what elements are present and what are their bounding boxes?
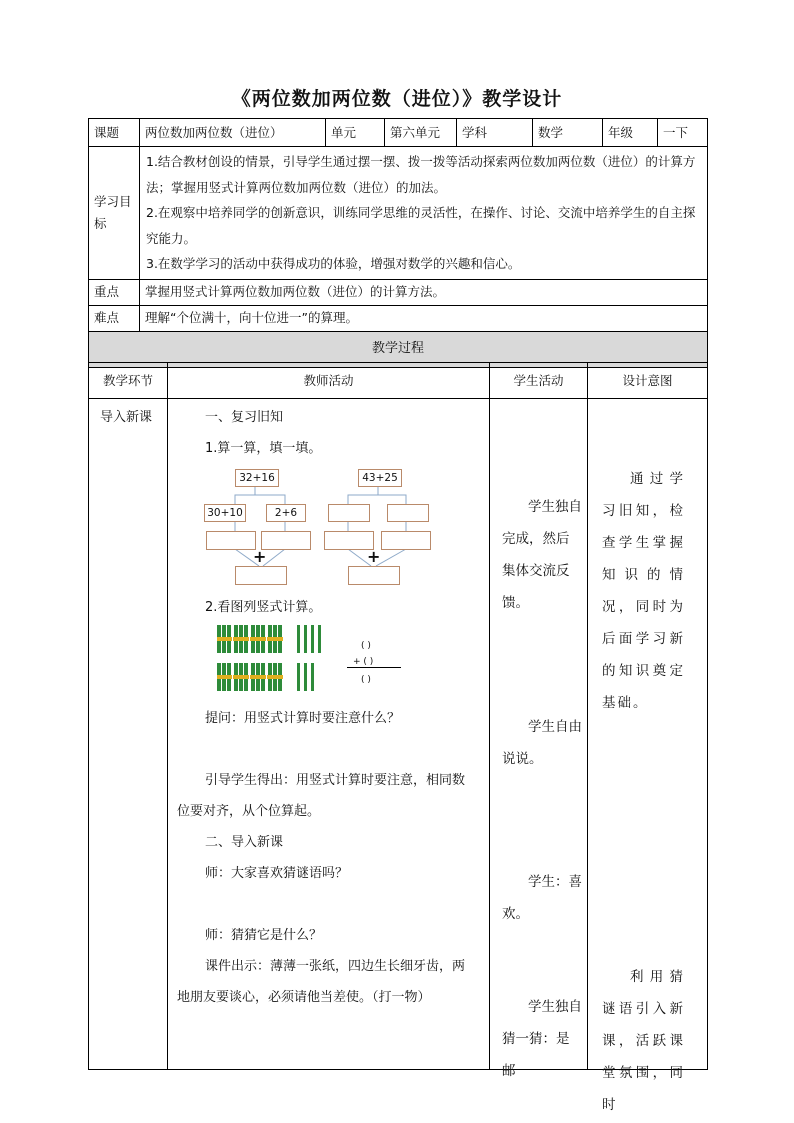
student-activity-4: 学生独自猜一猜：是邮 [502,999,582,1079]
goal-2: 2.在观察中培养同学的创新意识，训练同学思维的灵活性，在操作、讨论、交流中培养学生的自主探究能力。 [146,205,696,246]
tree1-box-left [206,531,256,550]
goal-3: 3.在数学学习的活动中获得成功的体验，增强对数学的兴趣和信心。 [146,256,521,271]
guide-line-2: 位要对齐，从个位算起。 [177,804,321,819]
goals-label: 学习目标 [89,147,140,280]
teacher-line-2: 师：猜猜它是什么？ [205,928,323,943]
teacher-cell [168,399,490,1070]
vertical-row-2: + ( ) [353,657,374,667]
vertical-row-3: ( ) [361,675,371,685]
unit-value: 第六单元 [385,119,457,147]
unit-label: 单元 [326,119,385,147]
question-1: 1.算一算，填一填。 [205,441,322,456]
student-activity-3: 学生：喜欢。 [502,874,582,922]
grade-label: 年级 [603,119,658,147]
topic-label: 课题 [89,119,140,147]
subject-value: 数学 [533,119,603,147]
tree1-top: 32+16 [235,469,279,487]
stage-label: 导入新课 [100,410,153,425]
tree2-plus: + [367,547,381,566]
tree1-right: 2+6 [266,504,306,522]
tree1-box-right [261,531,311,550]
intent-cell [588,399,708,1113]
subject-label: 学科 [457,119,533,147]
stage-cell [89,399,168,1070]
tree2-box-result [348,566,400,585]
tree2-box-r1 [387,504,429,522]
lesson-table [88,118,708,368]
tree2-box-l1 [328,504,370,522]
col-intent: 设计意图 [588,363,708,399]
key-value: 掌握用竖式计算两位数加两位数（进位）的计算方法。 [140,279,708,305]
col-teacher: 教师活动 [168,363,490,399]
tree1-box-result [235,566,287,585]
riddle-line-2: 地朋友要谈心，必须请他当差使。（打一物） [177,990,431,1005]
process-table [88,362,708,1113]
topic-value: 两位数加两位数（进位） [140,119,326,147]
teacher-line-1: 师：大家喜欢猜谜语吗？ [205,866,349,881]
intro-heading: 二、导入新课 [205,835,284,850]
guide-line-1: 引导学生得出：用竖式计算时要注意，相同数 [205,773,466,788]
design-intent-2: 利用猜谜语引入新课，活跃课堂氛围，同时 [602,969,685,1113]
ask-text: 提问：用竖式计算时要注意什么？ [205,711,401,726]
riddle-line-1: 课件出示：薄薄一张纸，四边生长细牙齿，两 [205,959,466,974]
student-activity-1: 学生独自完成，然后集体交流反馈。 [502,499,582,611]
col-stage: 教学环节 [89,363,168,399]
design-intent-1: 通过学习旧知，检查学生掌握知识的情况，同时为后面学习新的知识奠定基础。 [602,471,685,711]
vertical-row-1: ( ) [361,641,371,651]
difficulty-value: 理解“个位满十，向十位进一”的算理。 [140,305,708,331]
tree2-box-r2 [381,531,431,550]
student-cell [490,399,588,1079]
goal-1: 1.结合教材创设的情景，引导学生通过摆一摆、拨一拨等活动探索两位数加两位数（进位）的计算方法；掌握用竖式计算两位数加两位数（进位）的加法。 [146,154,696,195]
review-heading: 一、复习旧知 [205,410,284,425]
counting-sticks-image [217,623,337,695]
tree1-plus: + [253,547,267,566]
difficulty-label: 难点 [89,305,140,331]
tree1-left: 30+10 [204,504,246,522]
page-title: 《两位数加两位数（进位）》教学设计 [231,88,563,110]
student-activity-2: 学生自由说说。 [502,719,582,767]
process-header: 教学过程 [89,331,708,367]
grade-value: 一下 [658,119,708,147]
question-2: 2.看图列竖式计算。 [205,600,322,615]
tree2-top: 43+25 [358,469,402,487]
goals-cell [140,147,708,280]
vertical-line [347,667,401,668]
key-label: 重点 [89,279,140,305]
col-student: 学生活动 [490,363,588,399]
